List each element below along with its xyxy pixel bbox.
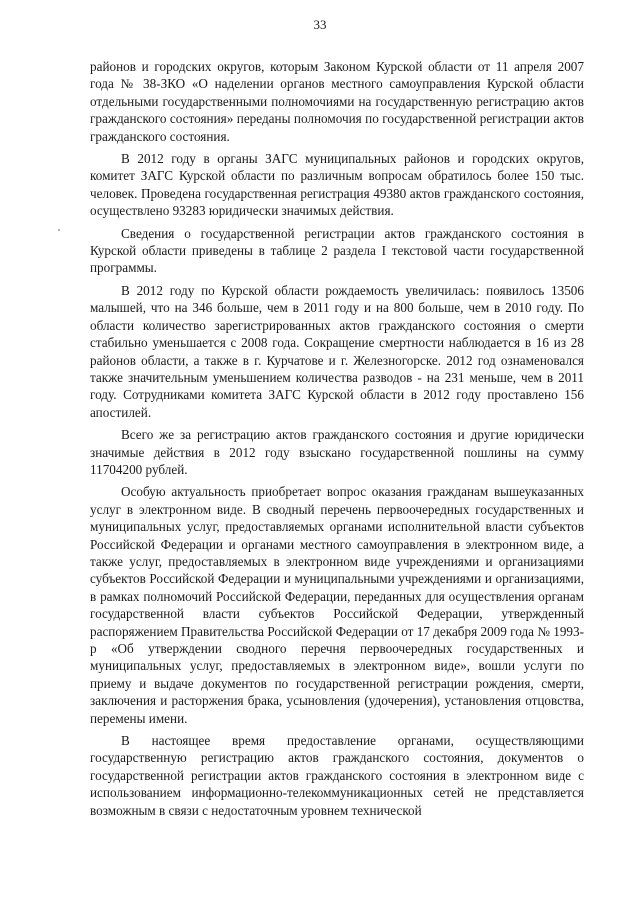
paragraph-state-duty: Всего же за регистрацию актов гражданского состояния и другие юридически значимые действия в 2012 году взыскано государственной пошлины на сумму 11704200 рублей. <box>90 427 584 477</box>
page-number: 33 <box>313 17 327 32</box>
paragraph-continuation: районов и городских округов, которым Законом Курской области от 11 апреля 2007 года № 38-ЗКО «О наделении органов местного самоуправления Курской области отдельными государственными полномочиями на государственную регистрацию актов гражданского состояния» переданы полномочия по государственной регистрации актов гражданского состояния. <box>90 59 584 144</box>
paragraph-electronic-services: Особую актуальность приобретает вопрос оказания гражданам вышеуказанных услуг в электронном виде. В сводный перечень первоочередных государственных и муниципальных услуг, предоставляемых органами исполнительной власти субъектов Российской Федерации и органами местного самоуправления в электронном виде, а также услуг, предоставляемых в электронном виде учреждениями и организациями субъектов Российской Федерации и муниципальными учреждениями и организациями, в рамках полномочий Российской Федерации, переданных для осуществления органам государственной власти субъектов Российской Федерации, утвержденный распоряжением Правительства Российской Федерации от 17 декабря 2009 года № 1993-р «Об утверждении сводного перечня первоочередных государственных и муниципальных услуг, предоставляемых в электронном виде», вошли услуги по приему и выдаче документов по государственной регистрации рождения, смерти, заключения и расторжения брака, усыновления (удочерения), установления отцовства, перемены имени. <box>90 484 584 726</box>
paragraph-registration-info: Сведения о государственной регистрации актов гражданского состояния в Курской области приведены в таблице 2 раздела I текстовой части государственной программы. <box>90 225 584 276</box>
margin-mark <box>58 229 60 231</box>
paragraph-zags-appeals: В 2012 году в органы ЗАГС муниципальных районов и городских округов, комитет ЗАГС Курской области по различным вопросам обратилось более 150 тыс. человек. Проведена государственная регистрация 49380 актов гражданского состояния, осуществлено 93283 юридически значимых действия. <box>90 151 584 219</box>
paragraph-birth-rate: В 2012 году по Курской области рождаемость увеличилась: появилось 13506 малышей, что на 346 больше, чем в 2011 году и на 800 больше, чем в 2010 году. По области количество зарегистрированных актов гражданского состояния о смерти стабильно уменьшается с 2008 года. Сокращение смертности наблюдается в 16 из 28 районов области, а также в г. Курчатове и г. Железногорске. 2012 год ознаменовался также значительным уменьшением количества разводов - на 231 меньше, чем в 2011 году. Сотрудниками комитета ЗАГС Курской области в 2012 году проставлено 156 апостилей. <box>90 282 584 420</box>
document-body <box>90 58 584 824</box>
paragraph-current-status: В настоящее время предоставление органами, осуществляющими государственную регистрацию актов гражданского состояния, документов о государственной регистрации актов гражданского состояния в электронном виде с использованием информационно-телекоммуникационных сетей не представляется возможным в связи с недостаточным уровнем технической <box>90 733 584 818</box>
